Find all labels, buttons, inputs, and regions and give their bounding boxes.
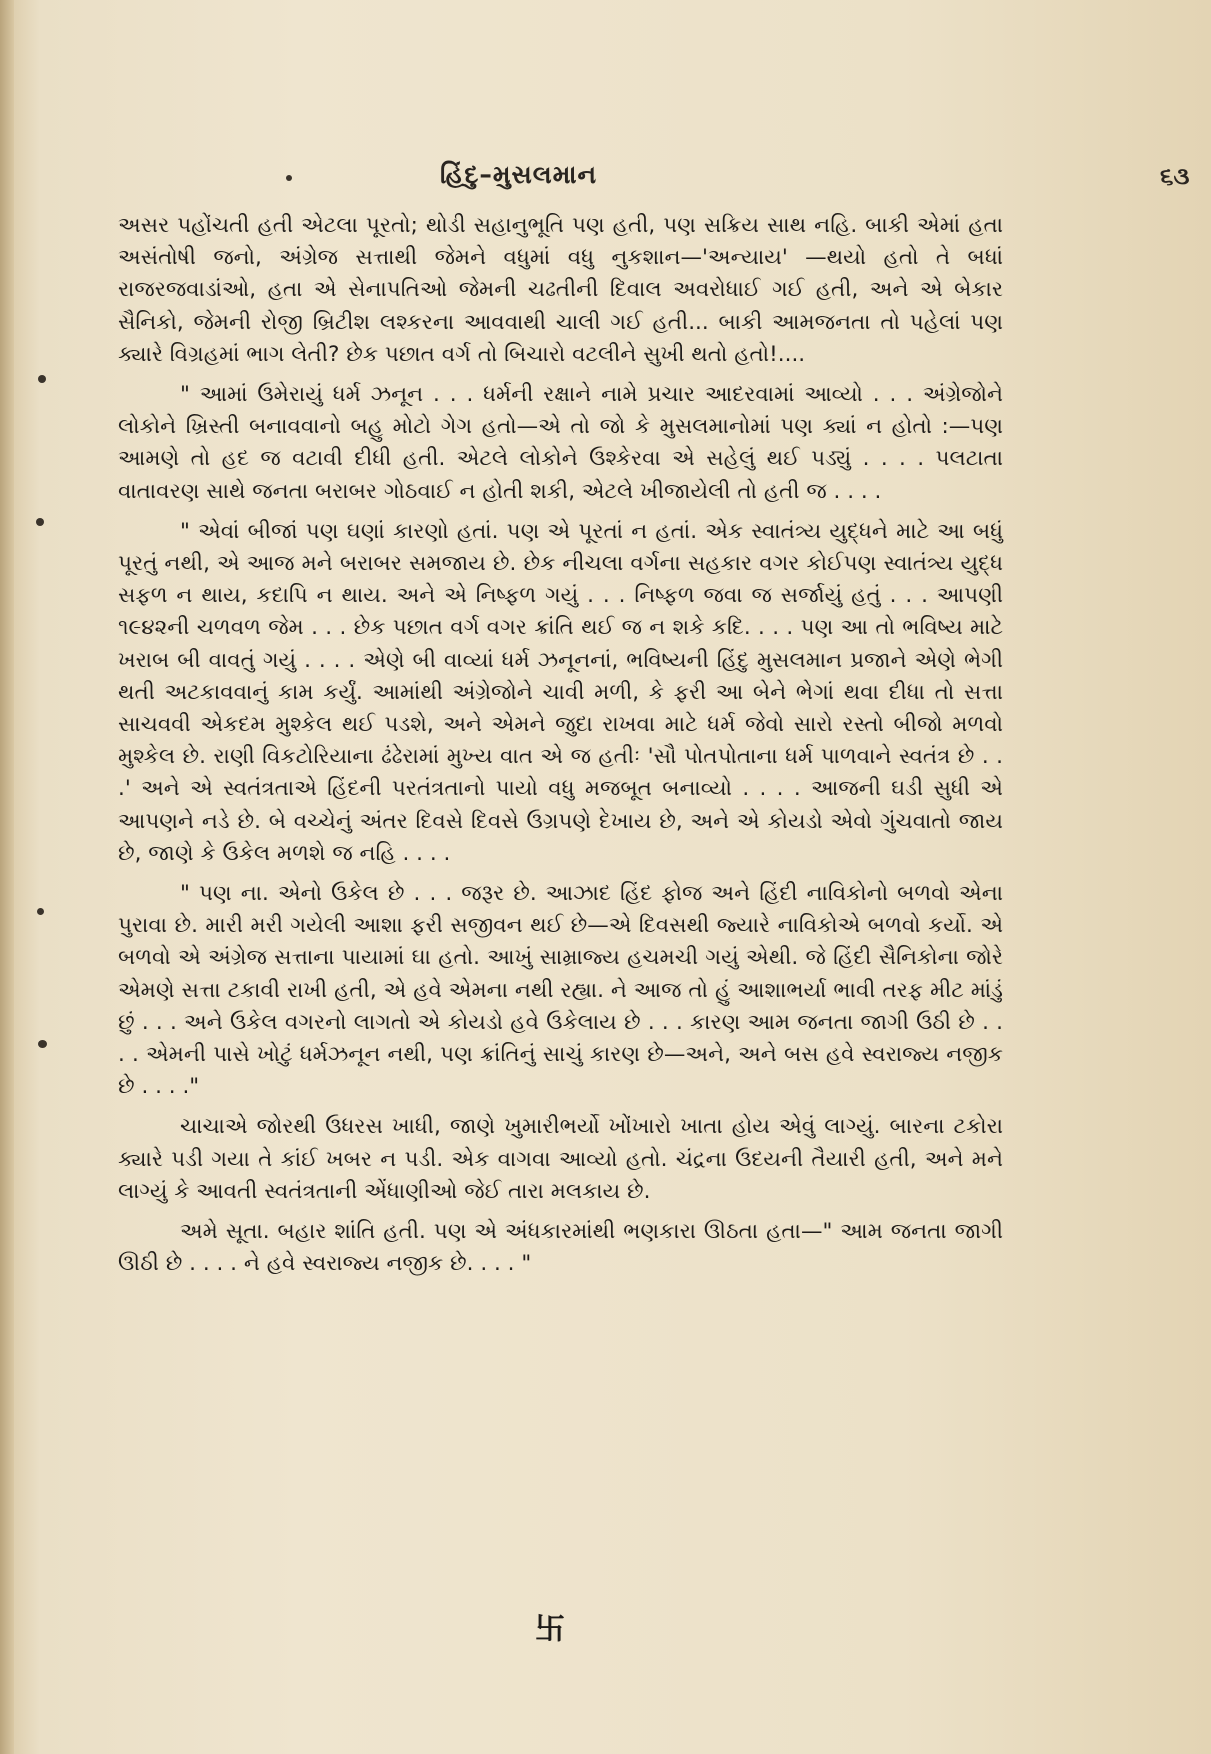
binding-hole (37, 908, 44, 915)
page-binding-edge (0, 0, 14, 1754)
page-number: ૬૩ (1160, 162, 1190, 190)
binding-hole (36, 518, 44, 526)
page-header (0, 160, 1211, 200)
body-text (118, 210, 1003, 1289)
paragraph: ચાચાએ જોરથી ઉધરસ ખાધી, જાણે ખુમારીભર્યો ખોંખારો ખાતા હોય એવું લાગ્યું. બારના ટકોરા ક્યારે પડી ગયા તે કાંઈ ખબર ન પડી. એક વાગવા આવ્યો હતો. ચંદ્રના ઉદયની તૈયારી હતી, અને મને લાગ્યું કે આવતી સ્વતંત્રતાની એંધાણીઓ જેઈ તારા મલકાય છે. (118, 1114, 1003, 1204)
binding-hole (38, 1040, 47, 1048)
paragraph: અસર પહોંચતી હતી એટલા પૂરતો; થોડી સહાનુભૂતિ પણ હતી, પણ સક્રિય સાથ નહિ. બાકી એમાં હતા અસંતોષી જનો, અંગ્રેજ સત્તાથી જેમને વધુમાં વધુ નુકશાન—'અન્યાય' —થયો હતો તે બધાં રાજરજવાડાંઓ, હતા એ સેનાપતિઓ જેમની ચઢતીની દિવાલ અવરોધાઈ ગઈ હતી, અને એ બેકાર સૈનિકો, જેમની રોજી બ્રિટીશ લશ્કરના આવવાથી ચાલી ગઈ હતી... બાકી આમજનતા તો પહેલાં પણ ક્યારે વિગ્રહમાં ભાગ લેતી? છેક પછાત વર્ગ તો બિચારો વટલીને સુખી થતો હતો!.... (118, 213, 1003, 367)
running-title: હિંદુ–મુસલમાન (440, 160, 598, 189)
paragraph: અમે સૂતા. બહાર શાંતિ હતી. પણ એ અંધકારમાંથી ભણકારા ઊઠતા હતા—" આમ જનતા જાગી ઊઠી છે . . . . ને હવે સ્વરાજ્ય નજીક છે. . . . " (118, 1219, 1003, 1277)
swastika-ornament: 卐 (535, 1612, 565, 1647)
paragraph: " એવાં બીજાં પણ ઘણાં કારણો હતાં. પણ એ પૂરતાં ન હતાં. એક સ્વાતંત્ર્ય યુદ્ધને માટે આ બધું પૂરતું નથી, એ આજ મને બરાબર સમજાય છે. છેક નીચલા વર્ગના સહકાર વગર કોઈપણ સ્વાતંત્ર્ય યુદ્ધ સફળ ન થાય, કદાપિ ન થાય. અને એ નિષ્ફળ ગયું . . . નિષ્ફળ જવા જ સર્જાયું હતું . . . આપણી ૧૯૪૨ની ચળવળ જેમ . . . છેક પછાત વર્ગ વગર ક્રાંતિ થઈ જ ન શકે કદિ. . . . પણ આ તો ભવિષ્ય માટે ખરાબ બી વાવતું ગયું . . . . એણે બી વાવ્યાં ધર્મ ઝનૂનનાં, ભવિષ્યની હિંદુ મુસલમાન પ્રજાને એણે ભેગી થતી અટકાવવાનું કામ કર્યું. આમાંથી અંગ્રેજોને ચાવી મળી, કે ફરી આ બેને ભેગાં થવા દીધા તો સત્તા સાચવવી એકદમ મુશ્કેલ થઈ પડશે, અને એમને જુદા રાખવા માટે ધર્મ જેવો સારો રસ્તો બીજો મળવો મુશ્કેલ છે. રાણી વિકટોરિયાના ઢંઢેરામાં મુખ્ય વાત એ જ હતીઃ 'સૌ પોતપોતાના ધર્મ પાળવાને સ્વતંત્ર છે . . .' અને એ સ્વતંત્રતાએ હિંદની પરતંત્રતાનો પાયો વધુ મજબૂત બનાવ્યો . . . . આજની ઘડી સુધી એ આપણને નડે છે. બે વચ્ચેનું અંતર દિવસે દિવસે ઉગ્રપણે દેખાય છે, અને એ કોયડો એવો ગુંચવાતો જાય છે, જાણે કે ઉકેલ મળશે જ નહિ . . . . (118, 518, 1003, 866)
paragraph: " પણ ના. એનો ઉકેલ છે . . . જરૂર છે. આઝાદ હિંદ ફોજ અને હિંદી નાવિકોનો બળવો એના પુરાવા છે. મારી મરી ગયેલી આશા ફરી સજીવન થઈ છે—એ દિવસથી જ્યારે નાવિકોએ બળવો કર્યો. એ બળવો એ અંગ્રેજ સત્તાના પાયામાં ઘા હતો. આખું સામ્રાજ્ય હચમચી ગયું એથી. જે હિંદી સૈનિકોના જોરે એમણે સત્તા ટકાવી રાખી હતી, એ હવે એમના નથી રહ્યા. ને આજ તો હું આશાભર્યા ભાવી તરફ મીટ માંડું છું . . . અને ઉકેલ વગરનો લાગતો એ કોયડો હવે ઉકેલાય છે . . . કારણ આમ જનતા જાગી ઉઠી છે . . . . એમની પાસે ખોટું ધર્મઝનૂન નથી, પણ ક્રાંતિનું સાચું કારણ છે—અને, અને બસ હવે સ્વરાજ્ય નજીક છે . . . ." (118, 881, 1003, 1100)
paragraph: " આમાં ઉમેરાયું ધર્મ ઝનૂન . . . ધર્મની રક્ષાને નામે પ્રચાર આદરવામાં આવ્યો . . . અંગ્રેજોને લોકોને ખ્રિસ્તી બનાવવાનો બહુ મોટો ગેગ હતો—એ તો જો કે મુસલમાનોમાં પણ ક્યાં ન હોતો :—પણ આમણે તો હદ જ વટાવી દીધી હતી. એટલે લોકોને ઉશ્કેરવા એ સહેલું થઈ પડ્યું . . . . પલટાતા વાતાવરણ સાથે જનતા બરાબર ગોઠવાઈ ન હોતી શકી, એટલે ખીજાયેલી તો હતી જ . . . . (118, 382, 1003, 504)
binding-hole (38, 375, 46, 383)
